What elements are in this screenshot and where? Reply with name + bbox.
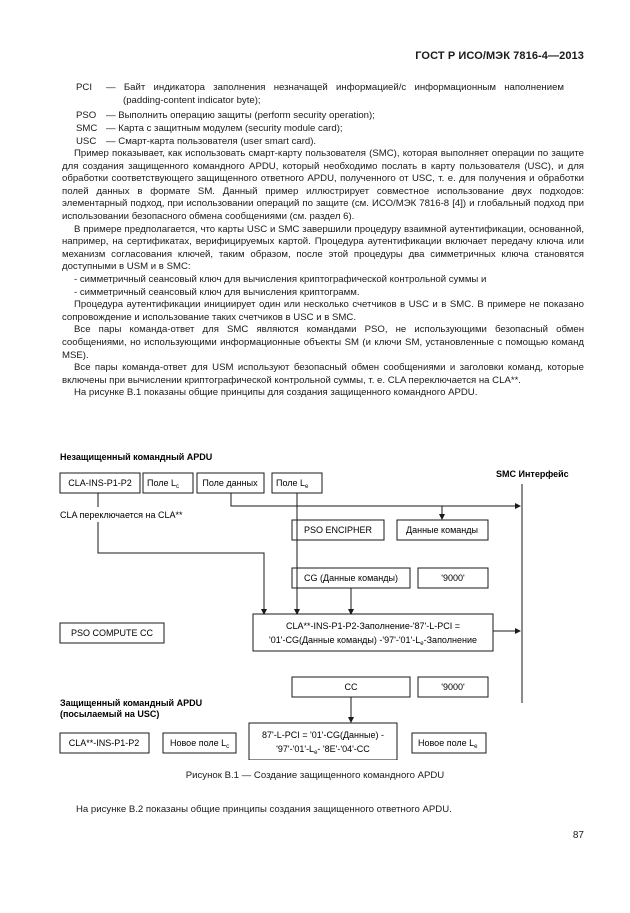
abbr-list	[76, 81, 586, 151]
connector	[98, 522, 264, 614]
final-header-label: CLA**-INS-P1-P2	[68, 738, 140, 748]
paragraph: На рисунке В.1 показаны общие принципы для создания защищенного командного APDU.	[74, 387, 478, 399]
paragraph: В примере предполагается, что карты USC и SMC завершили процедуру взаимной аутентификации, основанной, например, на сертификатах, верифицируемых картой. Процедура аутентификации включает передачу ключа или механизм согласования ключей, таким образом, после этой процедуры два симметричных ключа становятся доступными в USM и в SMC:	[62, 223, 584, 273]
abbr-key: USC	[76, 136, 97, 147]
abbr-text: — Выполнить операцию защиты (perform security operation);	[106, 110, 375, 121]
center-line-1: CLA**-INS-P1-P2-Заполнение-'87'-L-PCI =	[285, 621, 461, 631]
abbr-text: — Смарт-карта пользователя (user smart card).	[106, 136, 317, 147]
abbr-row	[76, 94, 586, 107]
new-le-label: Новое поле $L_e$	[418, 738, 478, 750]
paragraph: Все пары команда-ответ для USM используют безопасный обмен сообщениями и заголовки команд, которые включены при вычислении криптографической контрольной суммы, т. е. CLA переключается на CLA**.	[62, 362, 584, 386]
cla-note: CLA переключается на CLA**	[60, 510, 183, 520]
paragraph: Пример показывает, как использовать смарт-карту пользователя (SMC), которая выполняет операции по защите для создания защищенного командного APDU, который необходимо послать в карту пользователя (USC), и для обработки соответствующего защищенного ответного APDU, полученного от USC, т. е. для получения и обработки полей данных в формате SM. Данный пример иллюстрирует совместное использование двух подходов: элементарный подход, при использовании операций по защите (см. ИСО/МЭК 7816-8 [4]) и глобальный подход при использовании безопасного обмена сообщениями (см. раздел 6).	[62, 148, 584, 222]
page-number: 87	[572, 830, 584, 841]
abbr-row	[76, 135, 586, 148]
box-header-label: CLA-INS-P1-P2	[68, 478, 132, 488]
body-text	[62, 148, 584, 400]
command-data-label: Данные команды	[406, 525, 478, 535]
box-le-label: Поле $L_e$	[276, 478, 309, 490]
final-data-line-1: 87'-L-PCI = '01'-CG(Данные) -	[262, 730, 384, 740]
abbr-key: SMC	[76, 123, 98, 134]
diagram-title-protected: Защищенный командный APDU	[60, 698, 203, 708]
box-center	[253, 614, 493, 651]
abbr-text: — Карта с защитным модулем (security module card);	[106, 123, 343, 134]
box-data-label: Поле данных	[202, 478, 258, 488]
cc-label: CC	[344, 682, 358, 692]
abbr-key: PSO	[76, 110, 97, 121]
smc-interface-label: SMC Интерфейс	[496, 469, 569, 479]
center-line-2: '01'-CG(Данные команды) $-'97'-'01'-L_e$-Заполнение	[269, 635, 477, 647]
abbr-row	[76, 109, 586, 122]
figure-caption: Рисунок В.1 — Создание защищенного командного APDU	[185, 770, 445, 781]
abbr-row	[76, 81, 586, 94]
abbr-text: — Байт индикатора заполнения незначащей информацией/с информационным наполнением	[106, 82, 564, 93]
final-data-line-2: '$97'-'01'-L_e-$ '8E'-'04'-CC	[276, 744, 370, 756]
code-9000-a: '9000'	[441, 573, 465, 583]
pso-encipher-label: PSO ENCIPHER	[303, 525, 373, 535]
pso-compute-cc-label: PSO COMPUTE CC	[70, 628, 154, 638]
code-9000-b: '9000'	[441, 682, 465, 692]
abbr-row	[76, 122, 586, 135]
cg-data-label: CG (Данные команды)	[304, 573, 398, 583]
running-header: ГОСТ Р ИСО/МЭК 7816-4—2013	[415, 50, 584, 62]
connector	[231, 493, 520, 506]
list-item: - симметричный сеансовый ключ для вычисления криптографической контрольной суммы и	[74, 273, 487, 285]
closing-paragraph: На рисунке В.2 показаны общие принципы создания защищенного ответного APDU.	[76, 804, 452, 815]
list-item: - симметричный сеансовый ключ для вычисления криптограмм.	[74, 286, 360, 298]
box-final-data	[249, 723, 397, 760]
new-lc-label: Новое поле $L_c$	[170, 738, 230, 750]
paragraph: Процедура аутентификации инициирует один или несколько счетчиков в USC и в SMC. В примере не показано сопровождение и использование таких счетчиков в USC и в SMC.	[62, 299, 584, 323]
abbr-key: PCI	[76, 82, 92, 93]
abbr-text: (padding-content indicator byte);	[123, 95, 261, 106]
box-lc-label: Поле $L_c$	[147, 478, 180, 490]
diagram-b1	[0, 440, 630, 760]
paragraph: Все пары команда-ответ для SMC являются командами PSO, не использующими безопасный обмен сообщениями, но использующими информационные объекты SM (и ключи SM, установленные с помощью команд MSE).	[62, 324, 584, 361]
diagram-title-unprotected: Незащищенный командный APDU	[60, 452, 213, 462]
diagram-title-protected-sub: (посылаемый на USC)	[60, 709, 160, 719]
